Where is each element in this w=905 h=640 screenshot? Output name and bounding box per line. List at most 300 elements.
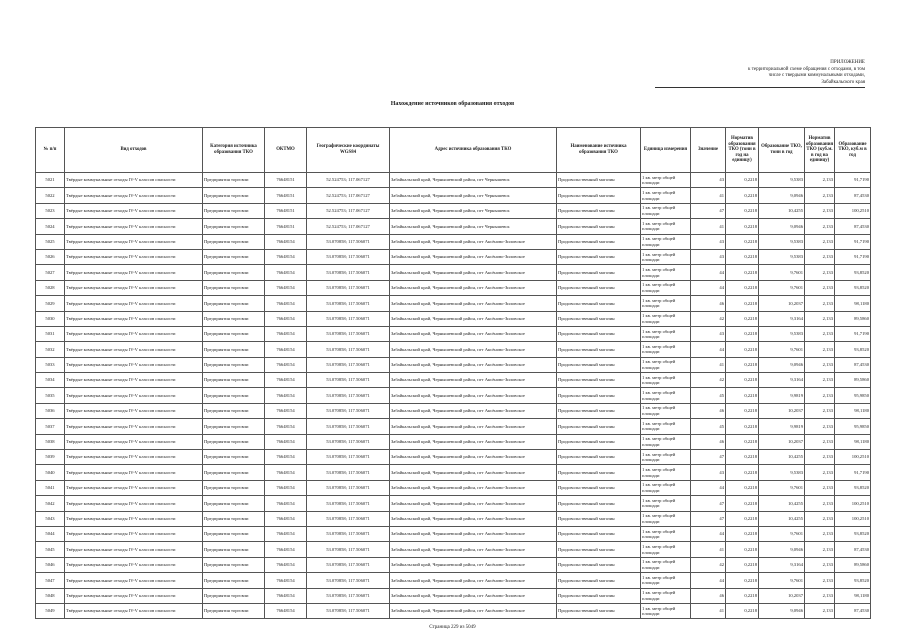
- table-cell: Продовольственный магазин: [557, 188, 641, 203]
- table-cell: 1 кв. метр общей площади: [641, 311, 691, 326]
- table-cell: 53.070858; 117.506071: [307, 480, 390, 495]
- table-cell: Продовольственный магазин: [557, 265, 641, 280]
- table-row: [36, 188, 871, 203]
- table-cell: 10,2037: [759, 588, 805, 603]
- column-header: Географические координаты WGS84: [307, 128, 390, 173]
- table-cell: 9,7601: [759, 265, 805, 280]
- table-cell: 44: [691, 280, 726, 295]
- table-cell: 52.524753; 117.067127: [307, 173, 390, 188]
- table-cell: 52.524753; 117.067127: [307, 203, 390, 218]
- table-cell: 10,4255: [759, 450, 805, 465]
- table-cell: 44: [691, 480, 726, 495]
- table-cell: 2,133: [805, 557, 835, 572]
- table-cell: Предприятия торговли: [203, 511, 265, 526]
- table-cell: 5043: [36, 511, 65, 526]
- table-cell: 76648154: [265, 373, 307, 388]
- column-header: Норматив образования ТКО (куб.м. в год на единицу): [805, 128, 835, 173]
- table-cell: 98,1180: [835, 588, 871, 603]
- table-cell: 5041: [36, 480, 65, 495]
- column-header: Норматив образования ТКО (тонн в год на единицу): [726, 128, 759, 173]
- table-cell: 98,1180: [835, 434, 871, 449]
- header-row: [36, 128, 871, 173]
- table-row: [36, 388, 871, 403]
- table-cell: 5044: [36, 526, 65, 541]
- table-cell: 47: [691, 450, 726, 465]
- table-cell: 1 кв. метр общей площади: [641, 434, 691, 449]
- table-cell: 1 кв. метр общей площади: [641, 188, 691, 203]
- table-cell: Продовольственный магазин: [557, 219, 641, 234]
- table-cell: 53.070858; 117.506071: [307, 342, 390, 357]
- table-cell: 53.070858; 117.506071: [307, 357, 390, 372]
- table-cell: 2,133: [805, 573, 835, 588]
- table-row: [36, 280, 871, 295]
- table-cell: 0,2218: [726, 496, 759, 511]
- table-cell: 2,133: [805, 296, 835, 311]
- table-cell: 53.070858; 117.506071: [307, 311, 390, 326]
- table-cell: 76648154: [265, 388, 307, 403]
- table-cell: 87,4530: [835, 188, 871, 203]
- table-cell: Забайкальский край, Чернышевский район, пгт Аксёново-Зиловское: [390, 480, 557, 495]
- table-cell: 2,133: [805, 603, 835, 618]
- table-cell: Забайкальский край, Чернышевский район, пгт Аксёново-Зиловское: [390, 234, 557, 249]
- column-header: Категория источника образования ТКО: [203, 128, 265, 173]
- table-cell: Твёрдые коммунальные отходы IV-V классов опасности: [65, 450, 203, 465]
- table-cell: Продовольственный магазин: [557, 296, 641, 311]
- column-header: Образование ТКО, тонн в год: [759, 128, 805, 173]
- table-cell: Твёрдые коммунальные отходы IV-V классов опасности: [65, 526, 203, 541]
- table-cell: Предприятия торговли: [203, 173, 265, 188]
- table-cell: 5024: [36, 219, 65, 234]
- table-cell: 91,7190: [835, 249, 871, 264]
- table-cell: Твёрдые коммунальные отходы IV-V классов опасности: [65, 234, 203, 249]
- table-cell: Предприятия торговли: [203, 526, 265, 541]
- table-cell: Забайкальский край, Чернышевский район, пгт Аксёново-Зиловское: [390, 342, 557, 357]
- table-cell: 41: [691, 542, 726, 557]
- table-cell: 5021: [36, 173, 65, 188]
- table-cell: 87,4530: [835, 219, 871, 234]
- table-cell: Твёрдые коммунальные отходы IV-V классов опасности: [65, 188, 203, 203]
- table-cell: Продовольственный магазин: [557, 234, 641, 249]
- table-cell: 53.070858; 117.506071: [307, 419, 390, 434]
- table-cell: 98,1180: [835, 403, 871, 418]
- table-cell: 9,7601: [759, 526, 805, 541]
- table-cell: 1 кв. метр общей площади: [641, 480, 691, 495]
- table-cell: 2,133: [805, 588, 835, 603]
- table-cell: Забайкальский край, Чернышевский район, пгт Аксёново-Зиловское: [390, 573, 557, 588]
- table-cell: 95,9850: [835, 419, 871, 434]
- table-cell: 1 кв. метр общей площади: [641, 465, 691, 480]
- table-cell: 1 кв. метр общей площади: [641, 342, 691, 357]
- table-cell: Твёрдые коммунальные отходы IV-V классов опасности: [65, 557, 203, 572]
- table-cell: 2,133: [805, 465, 835, 480]
- table-cell: 76648154: [265, 326, 307, 341]
- table-cell: 76648154: [265, 403, 307, 418]
- table-row: [36, 203, 871, 218]
- table-cell: 93,8520: [835, 526, 871, 541]
- table-cell: Предприятия торговли: [203, 588, 265, 603]
- table-cell: 76648154: [265, 280, 307, 295]
- column-header: ОКТМО: [265, 128, 307, 173]
- table-cell: 1 кв. метр общей площади: [641, 403, 691, 418]
- table-cell: Предприятия торговли: [203, 603, 265, 618]
- table-cell: 2,133: [805, 249, 835, 264]
- table-row: [36, 419, 871, 434]
- table-cell: Продовольственный магазин: [557, 434, 641, 449]
- column-header: Вид отходов: [65, 128, 203, 173]
- table-cell: 0,2218: [726, 450, 759, 465]
- table-cell: 0,2218: [726, 403, 759, 418]
- table-cell: 76648151: [265, 219, 307, 234]
- table-cell: 1 кв. метр общей площади: [641, 603, 691, 618]
- table-cell: 100,2510: [835, 511, 871, 526]
- table-cell: 41: [691, 603, 726, 618]
- table-cell: 0,2218: [726, 603, 759, 618]
- table-cell: 9,3164: [759, 557, 805, 572]
- table-cell: Забайкальский край, Чернышевский район, пгт Аксёново-Зиловское: [390, 465, 557, 480]
- table-cell: 0,2218: [726, 542, 759, 557]
- table-cell: 0,2218: [726, 234, 759, 249]
- table-cell: 9,5383: [759, 173, 805, 188]
- table-cell: Предприятия торговли: [203, 280, 265, 295]
- table-cell: 41: [691, 357, 726, 372]
- appendix-title: ПРИЛОЖЕНИЕ: [830, 60, 865, 65]
- table-cell: 9,5383: [759, 465, 805, 480]
- table-cell: Забайкальский край, Чернышевский район, пгт Чернышевск: [390, 219, 557, 234]
- table-cell: Твёрдые коммунальные отходы IV-V классов опасности: [65, 219, 203, 234]
- table-cell: 76648154: [265, 434, 307, 449]
- table-cell: 0,2218: [726, 588, 759, 603]
- table-cell: 53.070858; 117.506071: [307, 573, 390, 588]
- table-cell: Продовольственный магазин: [557, 249, 641, 264]
- table-cell: 76648154: [265, 573, 307, 588]
- table-cell: Предприятия торговли: [203, 326, 265, 341]
- table-cell: Забайкальский край, Чернышевский район, пгт Аксёново-Зиловское: [390, 326, 557, 341]
- table-row: [36, 311, 871, 326]
- table-row: [36, 573, 871, 588]
- table-cell: 0,2218: [726, 265, 759, 280]
- table-cell: 5047: [36, 573, 65, 588]
- table-cell: 1 кв. метр общей площади: [641, 419, 691, 434]
- table-cell: 2,133: [805, 188, 835, 203]
- table-cell: Забайкальский край, Чернышевский район, пгт Аксёново-Зиловское: [390, 373, 557, 388]
- table-cell: 42: [691, 311, 726, 326]
- table-cell: 9,0946: [759, 542, 805, 557]
- table-cell: 9,9819: [759, 419, 805, 434]
- table-cell: Забайкальский край, Чернышевский район, пгт Аксёново-Зиловское: [390, 603, 557, 618]
- table-cell: 91,7190: [835, 173, 871, 188]
- table-row: [36, 403, 871, 418]
- table-cell: Твёрдые коммунальные отходы IV-V классов опасности: [65, 434, 203, 449]
- table-cell: 0,2218: [726, 557, 759, 572]
- column-header: № п/п: [36, 128, 65, 173]
- table-cell: 53.070858; 117.506071: [307, 265, 390, 280]
- table-cell: Твёрдые коммунальные отходы IV-V классов опасности: [65, 603, 203, 618]
- table-cell: 89,5860: [835, 311, 871, 326]
- table-cell: 10,4255: [759, 511, 805, 526]
- table-cell: 41: [691, 188, 726, 203]
- sources-table: [35, 127, 871, 619]
- table-cell: 1 кв. метр общей площади: [641, 326, 691, 341]
- table-row: [36, 173, 871, 188]
- table-cell: 2,133: [805, 280, 835, 295]
- table-cell: 53.070858; 117.506071: [307, 296, 390, 311]
- table-cell: 2,133: [805, 450, 835, 465]
- table-header: [36, 128, 871, 173]
- table-cell: 43: [691, 249, 726, 264]
- table-cell: Забайкальский край, Чернышевский район, пгт Аксёново-Зиловское: [390, 511, 557, 526]
- table-cell: 2,133: [805, 342, 835, 357]
- table-cell: 0,2218: [726, 465, 759, 480]
- table-cell: Забайкальский край, Чернышевский район, пгт Чернышевск: [390, 203, 557, 218]
- table-cell: Предприятия торговли: [203, 557, 265, 572]
- table-cell: 1 кв. метр общей площади: [641, 450, 691, 465]
- table-cell: 2,133: [805, 511, 835, 526]
- table-cell: 76648154: [265, 511, 307, 526]
- table-cell: 46: [691, 403, 726, 418]
- table-cell: Предприятия торговли: [203, 542, 265, 557]
- table-cell: 76648154: [265, 542, 307, 557]
- table-cell: Предприятия торговли: [203, 265, 265, 280]
- appendix-line: к территориальной схеме обращения с отходами, в том: [748, 66, 865, 72]
- table-cell: 9,0946: [759, 603, 805, 618]
- table-cell: Забайкальский край, Чернышевский район, пгт Аксёново-Зиловское: [390, 557, 557, 572]
- table-cell: 76648154: [265, 265, 307, 280]
- table-cell: 52.524753; 117.067127: [307, 188, 390, 203]
- table-cell: 76648154: [265, 588, 307, 603]
- table-cell: Предприятия торговли: [203, 465, 265, 480]
- table-cell: 0,2218: [726, 480, 759, 495]
- table-cell: 76648151: [265, 188, 307, 203]
- table-cell: 5023: [36, 203, 65, 218]
- table-cell: Предприятия торговли: [203, 388, 265, 403]
- table-cell: Забайкальский край, Чернышевский район, пгт Аксёново-Зиловское: [390, 388, 557, 403]
- table-cell: 2,133: [805, 526, 835, 541]
- table-cell: 53.070858; 117.506071: [307, 496, 390, 511]
- table-cell: 9,3164: [759, 311, 805, 326]
- table-cell: 1 кв. метр общей площади: [641, 573, 691, 588]
- table-cell: 9,7601: [759, 573, 805, 588]
- table-cell: 1 кв. метр общей площади: [641, 588, 691, 603]
- table-cell: 76648151: [265, 173, 307, 188]
- table-cell: Твёрдые коммунальные отходы IV-V классов опасности: [65, 265, 203, 280]
- table-cell: Продовольственный магазин: [557, 326, 641, 341]
- column-header: Единица измерения: [641, 128, 691, 173]
- table-cell: 5022: [36, 188, 65, 203]
- table-cell: Твёрдые коммунальные отходы IV-V классов опасности: [65, 573, 203, 588]
- table-cell: 43: [691, 465, 726, 480]
- table-cell: 45: [691, 419, 726, 434]
- table-cell: 5034: [36, 373, 65, 388]
- table-cell: 76648154: [265, 234, 307, 249]
- table-cell: 42: [691, 373, 726, 388]
- table-cell: 1 кв. метр общей площади: [641, 219, 691, 234]
- table-cell: Твёрдые коммунальные отходы IV-V классов опасности: [65, 465, 203, 480]
- table-cell: 100,2510: [835, 203, 871, 218]
- table-cell: Предприятия торговли: [203, 188, 265, 203]
- table-cell: 5035: [36, 388, 65, 403]
- table-cell: 9,5383: [759, 326, 805, 341]
- table-cell: Предприятия торговли: [203, 480, 265, 495]
- table-cell: 5046: [36, 557, 65, 572]
- table-cell: Забайкальский край, Чернышевский район, пгт Чернышевск: [390, 173, 557, 188]
- table-cell: 5039: [36, 450, 65, 465]
- table-cell: 9,0946: [759, 188, 805, 203]
- column-header: Адрес источника образования ТКО: [390, 128, 557, 173]
- table-cell: Продовольственный магазин: [557, 542, 641, 557]
- table-cell: 1 кв. метр общей площади: [641, 249, 691, 264]
- table-cell: 1 кв. метр общей площади: [641, 173, 691, 188]
- table-cell: Продовольственный магазин: [557, 588, 641, 603]
- table-cell: 52.524753; 117.067127: [307, 219, 390, 234]
- table-cell: 9,9819: [759, 388, 805, 403]
- table-cell: 9,0946: [759, 219, 805, 234]
- table-cell: 10,2037: [759, 296, 805, 311]
- table-cell: 93,8520: [835, 573, 871, 588]
- table-cell: Твёрдые коммунальные отходы IV-V классов опасности: [65, 296, 203, 311]
- table-cell: 44: [691, 526, 726, 541]
- table-cell: 2,133: [805, 265, 835, 280]
- table-cell: Забайкальский край, Чернышевский район, пгт Аксёново-Зиловское: [390, 249, 557, 264]
- table-cell: 76648154: [265, 296, 307, 311]
- table-cell: Продовольственный магазин: [557, 280, 641, 295]
- table-cell: 76648154: [265, 603, 307, 618]
- table-cell: Предприятия торговли: [203, 342, 265, 357]
- table-cell: 53.070858; 117.506071: [307, 280, 390, 295]
- table-cell: 0,2218: [726, 296, 759, 311]
- table-cell: Продовольственный магазин: [557, 357, 641, 372]
- table-cell: Твёрдые коммунальные отходы IV-V классов опасности: [65, 357, 203, 372]
- table-cell: 46: [691, 296, 726, 311]
- table-cell: Предприятия торговли: [203, 373, 265, 388]
- table-cell: 9,7601: [759, 280, 805, 295]
- table-cell: Твёрдые коммунальные отходы IV-V классов опасности: [65, 203, 203, 218]
- table-cell: Предприятия торговли: [203, 450, 265, 465]
- table-cell: 0,2218: [726, 188, 759, 203]
- table-cell: Продовольственный магазин: [557, 373, 641, 388]
- table-cell: 87,4530: [835, 603, 871, 618]
- table-row: [36, 265, 871, 280]
- table-cell: 89,5860: [835, 373, 871, 388]
- table-cell: 76648154: [265, 450, 307, 465]
- table-cell: Предприятия торговли: [203, 311, 265, 326]
- table-cell: 76648154: [265, 311, 307, 326]
- table-row: [36, 526, 871, 541]
- table-cell: 2,133: [805, 496, 835, 511]
- table-cell: 53.070858; 117.506071: [307, 557, 390, 572]
- column-header: Образование ТКО, куб.м в год: [835, 128, 871, 173]
- document-title: Нахождение источников образования отходов: [390, 101, 515, 107]
- table-cell: 1 кв. метр общей площади: [641, 234, 691, 249]
- table-cell: 5031: [36, 326, 65, 341]
- table-cell: 76648154: [265, 557, 307, 572]
- table-cell: Предприятия торговли: [203, 296, 265, 311]
- table-row: [36, 434, 871, 449]
- table-cell: Продовольственный магазин: [557, 465, 641, 480]
- appendix-block: [655, 60, 865, 88]
- table-cell: 53.070858; 117.506071: [307, 249, 390, 264]
- column-header: Наименование источника образования ТКО: [557, 128, 641, 173]
- table-cell: Забайкальский край, Чернышевский район, пгт Аксёново-Зиловское: [390, 434, 557, 449]
- table-cell: 0,2218: [726, 419, 759, 434]
- table-cell: Забайкальский край, Чернышевский район, пгт Аксёново-Зиловское: [390, 588, 557, 603]
- table-cell: 2,133: [805, 480, 835, 495]
- table-cell: 2,133: [805, 403, 835, 418]
- table-cell: 76648154: [265, 357, 307, 372]
- table-cell: 0,2218: [726, 249, 759, 264]
- table-cell: 0,2218: [726, 511, 759, 526]
- table-cell: 9,5383: [759, 234, 805, 249]
- appendix-line: Забайкальского края: [821, 79, 865, 85]
- table-cell: Твёрдые коммунальные отходы IV-V классов опасности: [65, 342, 203, 357]
- table-cell: 76648154: [265, 419, 307, 434]
- table-cell: 0,2218: [726, 203, 759, 218]
- table-cell: Продовольственный магазин: [557, 511, 641, 526]
- table-cell: 5032: [36, 342, 65, 357]
- table-row: [36, 480, 871, 495]
- table-cell: 42: [691, 557, 726, 572]
- table-cell: 44: [691, 265, 726, 280]
- table-cell: 0,2218: [726, 311, 759, 326]
- table-cell: 43: [691, 326, 726, 341]
- table-cell: 5042: [36, 496, 65, 511]
- table-cell: 53.070858; 117.506071: [307, 450, 390, 465]
- table-cell: 5029: [36, 296, 65, 311]
- table-cell: 44: [691, 573, 726, 588]
- table-cell: 2,133: [805, 357, 835, 372]
- table-cell: Предприятия торговли: [203, 234, 265, 249]
- table-cell: Забайкальский край, Чернышевский район, пгт Аксёново-Зиловское: [390, 311, 557, 326]
- table-cell: 93,8520: [835, 265, 871, 280]
- table-cell: 98,1180: [835, 296, 871, 311]
- table-cell: Продовольственный магазин: [557, 450, 641, 465]
- table-cell: 2,133: [805, 173, 835, 188]
- table-cell: Твёрдые коммунальные отходы IV-V классов опасности: [65, 280, 203, 295]
- table-cell: 44: [691, 342, 726, 357]
- table-cell: 53.070858; 117.506071: [307, 234, 390, 249]
- table-cell: Продовольственный магазин: [557, 173, 641, 188]
- table-cell: Твёрдые коммунальные отходы IV-V классов опасности: [65, 249, 203, 264]
- table-cell: 1 кв. метр общей площади: [641, 526, 691, 541]
- table-cell: 0,2218: [726, 280, 759, 295]
- table-cell: Твёрдые коммунальные отходы IV-V классов опасности: [65, 511, 203, 526]
- table-cell: Предприятия торговли: [203, 249, 265, 264]
- table-cell: Продовольственный магазин: [557, 203, 641, 218]
- table-cell: Твёрдые коммунальные отходы IV-V классов опасности: [65, 326, 203, 341]
- table-cell: 2,133: [805, 219, 835, 234]
- table-cell: 43: [691, 173, 726, 188]
- table-cell: 91,7190: [835, 234, 871, 249]
- table-cell: 5026: [36, 249, 65, 264]
- table-cell: 9,0946: [759, 357, 805, 372]
- table-cell: 0,2218: [726, 173, 759, 188]
- table-cell: Твёрдые коммунальные отходы IV-V классов опасности: [65, 496, 203, 511]
- table-row: [36, 342, 871, 357]
- table-cell: 53.070858; 117.506071: [307, 603, 390, 618]
- table-row: [36, 450, 871, 465]
- table-cell: Предприятия торговли: [203, 203, 265, 218]
- table-cell: Продовольственный магазин: [557, 557, 641, 572]
- table-cell: 53.070858; 117.506071: [307, 526, 390, 541]
- table-cell: 1 кв. метр общей площади: [641, 557, 691, 572]
- table-cell: 0,2218: [726, 373, 759, 388]
- table-cell: 5036: [36, 403, 65, 418]
- table-cell: 0,2218: [726, 342, 759, 357]
- table-cell: Предприятия торговли: [203, 573, 265, 588]
- table-cell: 2,133: [805, 326, 835, 341]
- table-cell: 0,2218: [726, 357, 759, 372]
- table-cell: 5048: [36, 588, 65, 603]
- table-cell: 53.070858; 117.506071: [307, 434, 390, 449]
